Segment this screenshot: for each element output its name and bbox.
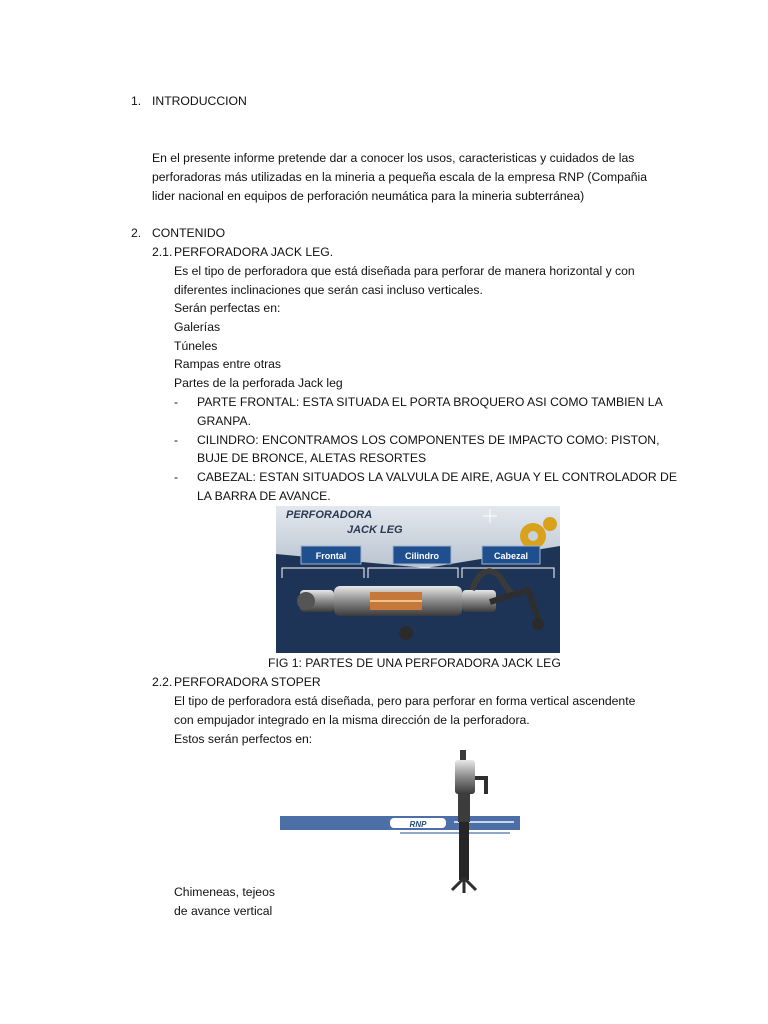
subsection-2-1-number: 2.1. (152, 245, 173, 259)
bullet-1-line-2: GRANPA. (197, 414, 251, 428)
subsection-2-2-heading: PERFORADORA STOPER (174, 675, 321, 689)
stoper-figure (280, 748, 658, 898)
jackleg-desc-line-1: Es el tipo de perforadora que está diseñada para perforar de manera horizontal y con (174, 264, 635, 278)
bullet-marker: - (174, 433, 179, 447)
stoper-desc-line-1: El tipo de perforadora está diseñada, pero para perforar en forma vertical ascendente (174, 694, 636, 708)
intro-paragraph-line-2: perforadoras más utilizadas en la mineria a pequeña escala de la empresa RNP (Compañia (152, 170, 647, 184)
stoper-desc-line-2: con empujador integrado en la misma dirección de la perforadora. (174, 713, 530, 727)
bullet-2-line-2: BUJE DE BRONCE, ALETAS RESORTES (197, 451, 427, 465)
label-frontal: Frontal (315, 551, 347, 561)
stoper-perfect-in: Estos serán perfectos en: (174, 732, 313, 746)
bullet-1-line-1: PARTE FRONTAL: ESTA SITUADA EL PORTA BROQUERO ASI COMO TAMBIEN LA (197, 395, 663, 409)
rnp-logo: RNP (409, 820, 427, 829)
section-2-heading: CONTENIDO (152, 226, 226, 240)
section-1-number: 1. (131, 94, 142, 108)
label-cilindro: Cilindro (405, 551, 439, 561)
figure-title-line-2: JACK LEG (347, 524, 403, 536)
jackleg-desc-line-2: diferentes inclinaciones que serán casi incluso verticales. (174, 283, 483, 297)
figure-title-line-1: PERFORADORA (286, 509, 373, 521)
jackleg-place-2: Túneles (174, 339, 218, 353)
jackleg-place-1: Galerías (174, 320, 221, 334)
bullet-marker: - (174, 470, 179, 484)
bullet-3-line-2: LA BARRA DE AVANCE. (197, 489, 331, 503)
section-2-number: 2. (131, 226, 142, 240)
intro-paragraph-line-1: En el presente informe pretende dar a conocer los usos, caracteristicas y cuidados de las (152, 151, 635, 165)
stoper-use-line-1: Chimeneas, tejeos (174, 885, 275, 899)
figure-1-caption: FIG 1: PARTES DE UNA PERFORADORA JACK LEG (268, 656, 561, 670)
label-cabezal: Cabezal (493, 551, 529, 561)
jackleg-figure (276, 506, 560, 653)
jackleg-parts-intro: Partes de la perforada Jack leg (174, 376, 343, 390)
bullet-2-line-1: CILINDRO: ENCONTRAMOS LOS COMPONENTES DE IMPACTO COMO: PISTON, (197, 433, 660, 447)
subsection-2-1-heading: PERFORADORA JACK LEG. (174, 245, 334, 259)
stoper-use-line-2: de avance vertical (174, 904, 273, 918)
bullet-marker: - (174, 395, 179, 409)
intro-paragraph-line-3: lider nacional en equipos de perforación neumática para la mineria subterránea) (152, 189, 585, 203)
jackleg-perfect-in: Serán perfectas en: (174, 301, 281, 315)
section-1-heading: INTRODUCCION (152, 94, 247, 108)
bullet-3-line-1: CABEZAL: ESTAN SITUADOS LA VALVULA DE AIRE, AGUA Y EL CONTROLADOR DE (197, 470, 677, 484)
jackleg-place-3: Rampas entre otras (174, 357, 282, 371)
subsection-2-2-number: 2.2. (152, 675, 173, 689)
